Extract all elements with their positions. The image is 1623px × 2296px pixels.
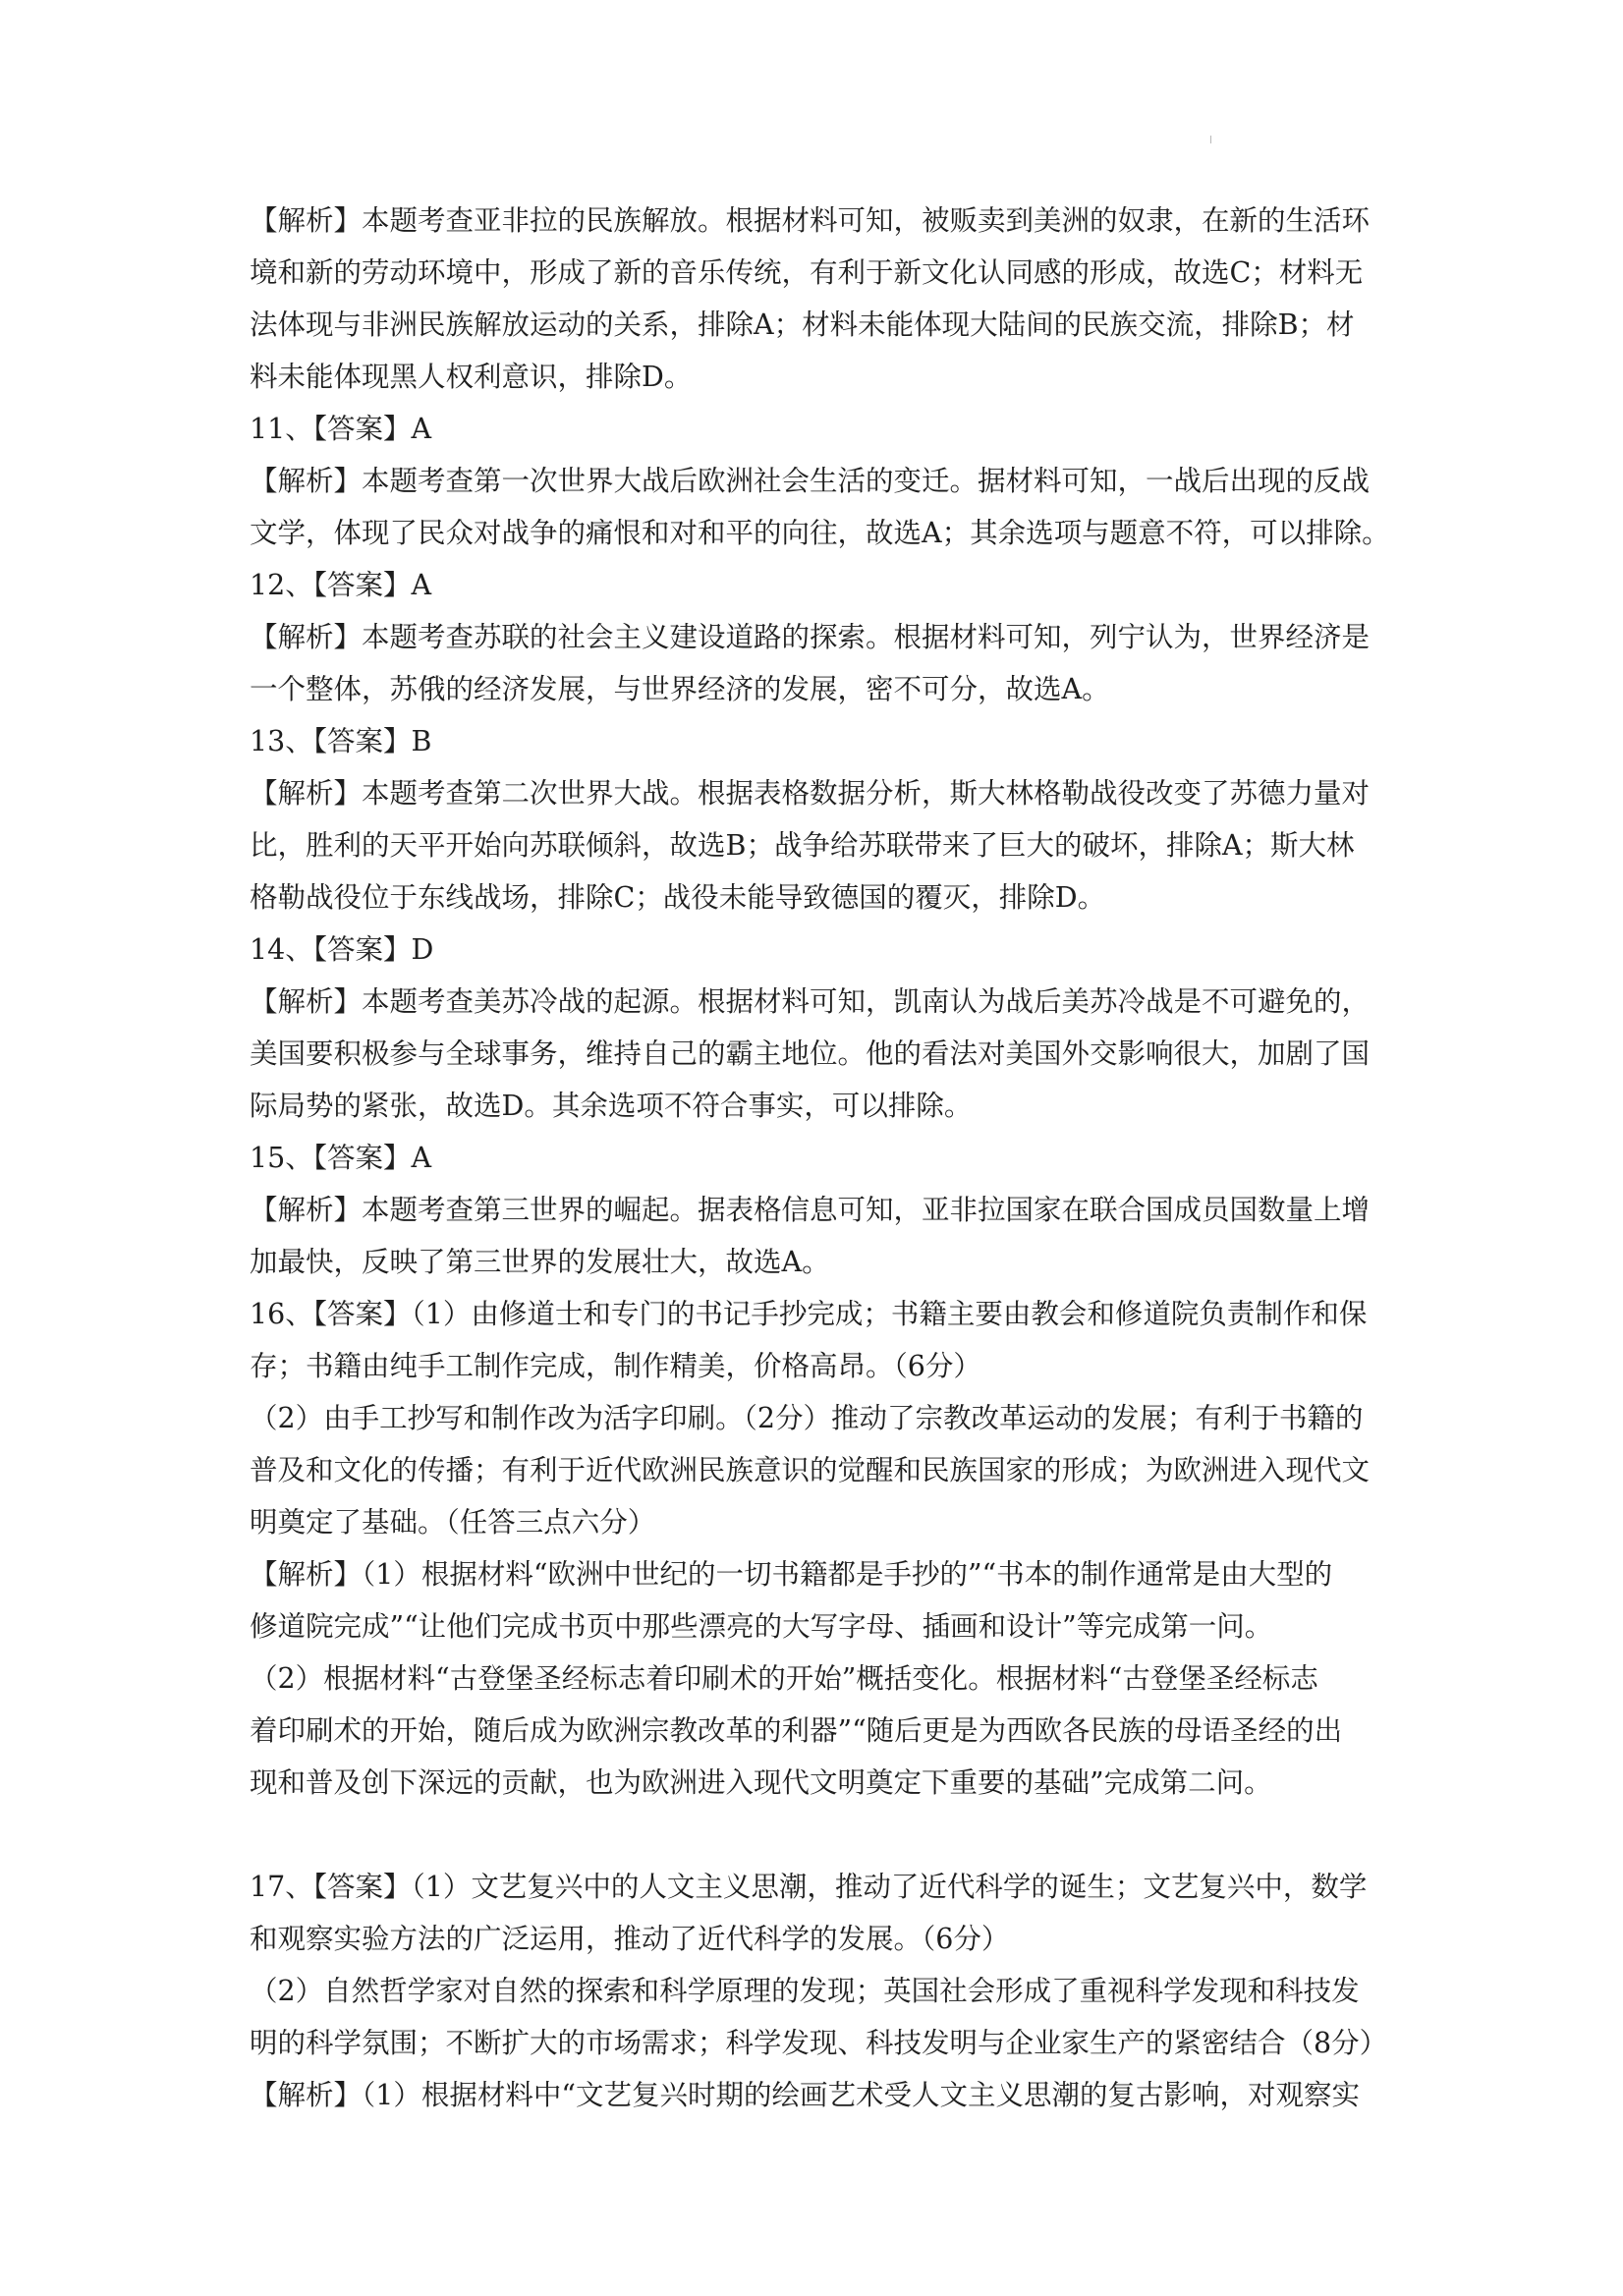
text-line: （2）自然哲学家对自然的探索和科学原理的发现；英国社会形成了重视科学发现和科技发 — [250, 1975, 1360, 2007]
text-line: 境和新的劳动环境中，形成了新的音乐传统，有利于新文化认同感的形成，故选C；材料无 — [250, 256, 1364, 289]
paragraph — [250, 455, 1397, 559]
text-line: 明的科学氛围；不断扩大的市场需求；科学发现、科技发明与企业家生产的紧密结合（8分） — [250, 2027, 1388, 2059]
paragraph — [250, 1288, 1397, 1392]
paragraph — [250, 1965, 1397, 2069]
text-line: 文学，体现了民众对战争的痛恨和对和平的向往，故选A；其余选项与题意不符，可以排除。 — [250, 517, 1390, 549]
text-line: 【解析】本题考查亚非拉的民族解放。根据材料可知，被贩卖到美洲的奴隶，在新的生活环 — [250, 204, 1371, 237]
text-line: 15、【答案】A — [250, 1142, 432, 1174]
paragraph — [250, 2069, 1397, 2121]
text-line: 【解析】（1）根据材料“欧洲中世纪的一切书籍都是手抄的”“书本的制作通常是由大型的 — [250, 1558, 1333, 1591]
text-line: 【解析】本题考查第二次世界大战。根据表格数据分析，斯大林格勒战役改变了苏德力量对 — [250, 777, 1371, 810]
text-line: 存；书籍由纯手工制作完成，制作精美，价格高昂。（6分） — [250, 1350, 981, 1382]
paragraph — [250, 767, 1397, 924]
document-body — [250, 195, 1397, 2121]
text-line: 格勒战役位于东线战场，排除C；战役未能导致德国的覆灭，排除D。 — [250, 881, 1106, 914]
text-line: 一个整体，苏俄的经济发展，与世界经济的发展，密不可分，故选A。 — [250, 673, 1110, 705]
text-line: 际局势的紧张，故选D。其余选项不符合事实，可以排除。 — [250, 1090, 973, 1122]
text-line: 和观察实验方法的广泛运用，推动了近代科学的发展。（6分） — [250, 1923, 1010, 1955]
paragraph — [250, 559, 1397, 611]
text-line: 着印刷术的开始，随后成为欧洲宗教改革的利器”“随后更是为西欧各民族的母语圣经的出 — [250, 1714, 1343, 1747]
text-line: 美国要积极参与全球事务，维持自己的霸主地位。他的看法对美国外交影响很大，加剧了国 — [250, 1037, 1371, 1070]
text-line: 17、【答案】（1）文艺复兴中的人文主义思潮，推动了近代科学的诞生；文艺复兴中，数学 — [250, 1871, 1368, 1903]
paragraph — [250, 1392, 1397, 1548]
text-line: 【解析】本题考查美苏冷战的起源。根据材料可知，凯南认为战后美苏冷战是不可避免的， — [250, 985, 1371, 1018]
text-line: 法体现与非洲民族解放运动的关系，排除A；材料未能体现大陆间的民族交流，排除B；材 — [250, 308, 1355, 341]
text-line: 14、【答案】D — [250, 933, 434, 966]
paragraph — [250, 1861, 1397, 1965]
paragraph — [250, 715, 1397, 767]
text-line: 【解析】本题考查苏联的社会主义建设道路的探索。根据材料可知，列宁认为，世界经济是 — [250, 621, 1371, 653]
text-line: 13、【答案】B — [250, 725, 432, 757]
text-line: 普及和文化的传播；有利于近代欧洲民族意识的觉醒和民族国家的形成；为欧洲进入现代文 — [250, 1454, 1371, 1486]
paragraph — [250, 611, 1397, 715]
paragraph — [250, 403, 1397, 455]
text-line: 现和普及创下深远的贡献，也为欧洲进入现代文明奠定下重要的基础”完成第二问。 — [250, 1766, 1272, 1799]
paragraph — [250, 976, 1397, 1132]
page-corner-mark — [1210, 136, 1211, 143]
text-line: 12、【答案】A — [250, 569, 432, 601]
text-line: 料未能体现黑人权利意识，排除D。 — [250, 361, 693, 393]
text-line: （2）由手工抄写和制作改为活字印刷。（2分）推动了宗教改革运动的发展；有利于书籍的 — [250, 1402, 1364, 1434]
paragraph — [250, 1652, 1397, 1809]
paragraph — [250, 1184, 1397, 1288]
text-line: （2）根据材料“古登堡圣经标志着印刷术的开始”概括变化。根据材料“古登堡圣经标志 — [250, 1662, 1318, 1695]
text-line: 修道院完成”“让他们完成书页中那些漂亮的大写字母、插画和设计”等完成第一问。 — [250, 1610, 1273, 1643]
text-line: 加最快，反映了第三世界的发展壮大，故选A。 — [250, 1246, 830, 1278]
text-line: 【解析】本题考查第一次世界大战后欧洲社会生活的变迁。据材料可知，一战后出现的反战 — [250, 465, 1371, 497]
paragraph — [250, 1132, 1397, 1184]
paragraph — [250, 1548, 1397, 1652]
text-line: 【解析】（1）根据材料中“文艺复兴时期的绘画艺术受人文主义思潮的复古影响，对观察实 — [250, 2079, 1360, 2111]
text-line: 16、【答案】（1）由修道士和专门的书记手抄完成；书籍主要由教会和修道院负责制作和保 — [250, 1298, 1368, 1330]
text-line: 【解析】本题考查第三世界的崛起。据表格信息可知，亚非拉国家在联合国成员国数量上增 — [250, 1194, 1371, 1226]
paragraph — [250, 195, 1397, 403]
text-line: 明奠定了基础。（任答三点六分） — [250, 1506, 656, 1539]
paragraph — [250, 924, 1397, 976]
text-line: 11、【答案】A — [250, 413, 432, 445]
text-line: 比，胜利的天平开始向苏联倾斜，故选B；战争给苏联带来了巨大的破坏，排除A；斯大林 — [250, 829, 1355, 862]
